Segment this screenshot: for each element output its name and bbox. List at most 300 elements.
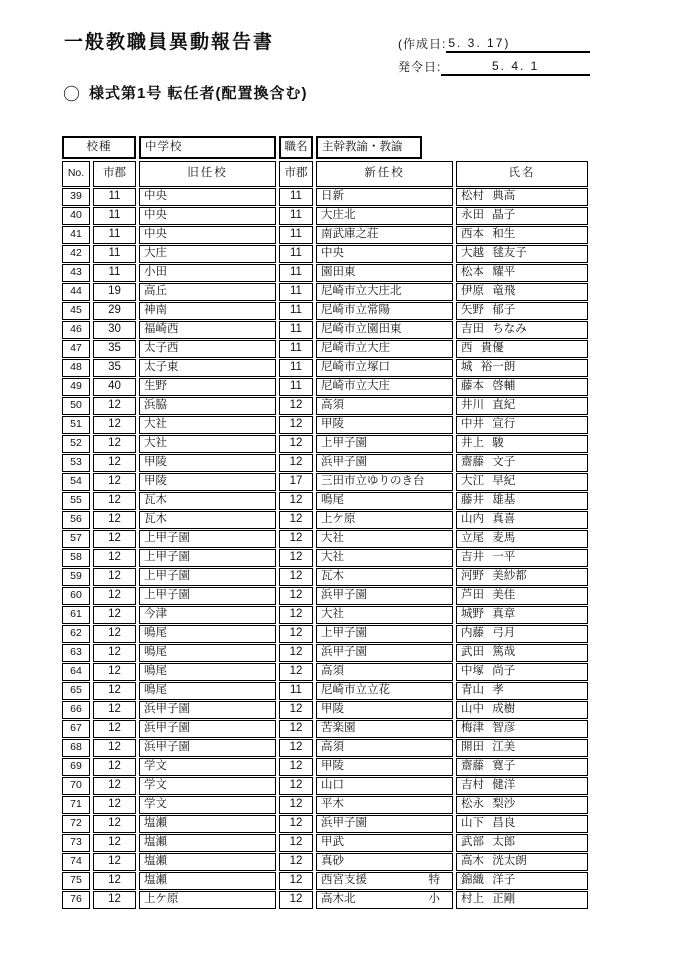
row-new-school: 高須 bbox=[321, 741, 344, 753]
table-body bbox=[62, 188, 592, 909]
row-name: 松本 耀平 bbox=[456, 264, 588, 282]
row-name: 吉田 ちなみ bbox=[456, 321, 588, 339]
row-city-old: 12 bbox=[93, 511, 136, 529]
row-school-suffix bbox=[440, 607, 452, 623]
form-subtitle bbox=[63, 80, 308, 105]
row-new-school-cell bbox=[316, 397, 453, 415]
row-city-new: 12 bbox=[279, 492, 313, 510]
row-city-new: 12 bbox=[279, 739, 313, 757]
row-city-old: 12 bbox=[93, 473, 136, 491]
row-new-school-cell bbox=[316, 815, 453, 833]
row-new-school: 尼崎市立大庄 bbox=[321, 380, 390, 392]
row-no: 74 bbox=[62, 853, 90, 871]
row-school-suffix bbox=[440, 797, 452, 813]
row-city-old: 35 bbox=[93, 359, 136, 377]
row-name: 井川 直紀 bbox=[456, 397, 588, 415]
row-school-suffix bbox=[440, 835, 452, 851]
row-school-suffix bbox=[440, 531, 452, 547]
table-row bbox=[62, 302, 592, 320]
row-city-new: 12 bbox=[279, 720, 313, 738]
row-new-school-cell bbox=[316, 321, 453, 339]
row-school-suffix bbox=[440, 683, 452, 699]
row-name: 青山 孝 bbox=[456, 682, 588, 700]
row-new-school-cell bbox=[316, 777, 453, 795]
issued-date-value: 5. 4. 1 bbox=[441, 59, 590, 76]
row-city-new: 12 bbox=[279, 625, 313, 643]
row-name: 藤井 雄基 bbox=[456, 492, 588, 510]
row-new-school-cell bbox=[316, 682, 453, 700]
row-no: 64 bbox=[62, 663, 90, 681]
row-no: 39 bbox=[62, 188, 90, 206]
row-new-school-cell bbox=[316, 872, 453, 890]
row-new-school-cell bbox=[316, 853, 453, 871]
row-name: 武田 篤哉 bbox=[456, 644, 588, 662]
row-city-old: 11 bbox=[93, 264, 136, 282]
row-new-school: 大社 bbox=[321, 532, 344, 544]
row-name: 武部 太郎 bbox=[456, 834, 588, 852]
table-row bbox=[62, 359, 592, 377]
row-new-school-cell bbox=[316, 739, 453, 757]
row-new-school: 中央 bbox=[321, 247, 344, 259]
row-old-school: 浜脇 bbox=[139, 397, 276, 415]
row-name: 伊原 竜飛 bbox=[456, 283, 588, 301]
row-city-old: 30 bbox=[93, 321, 136, 339]
row-old-school: 上甲子園 bbox=[139, 587, 276, 605]
row-city-new: 12 bbox=[279, 568, 313, 586]
row-old-school: 塩瀬 bbox=[139, 872, 276, 890]
row-city-new: 12 bbox=[279, 587, 313, 605]
table-row bbox=[62, 511, 592, 529]
row-no: 53 bbox=[62, 454, 90, 472]
row-name: 城 裕一朗 bbox=[456, 359, 588, 377]
row-no: 71 bbox=[62, 796, 90, 814]
row-name: 錦織 洋子 bbox=[456, 872, 588, 890]
row-city-old: 12 bbox=[93, 397, 136, 415]
row-new-school: 尼崎市立常陽 bbox=[321, 304, 390, 316]
school-type-value: 中学校 bbox=[139, 136, 276, 159]
document-title: 一般教職員異動報告書 bbox=[64, 32, 275, 53]
row-school-suffix bbox=[440, 322, 452, 338]
row-city-new: 12 bbox=[279, 777, 313, 795]
row-city-old: 12 bbox=[93, 815, 136, 833]
row-school-suffix bbox=[440, 303, 452, 319]
column-header-name: 氏名 bbox=[456, 161, 588, 187]
table-row bbox=[62, 739, 592, 757]
row-new-school: 上ケ原 bbox=[321, 513, 356, 525]
row-school-suffix bbox=[440, 740, 452, 756]
row-new-school-cell bbox=[316, 796, 453, 814]
row-new-school-cell bbox=[316, 606, 453, 624]
row-name: 西本 和生 bbox=[456, 226, 588, 244]
row-city-old: 12 bbox=[93, 853, 136, 871]
row-no: 48 bbox=[62, 359, 90, 377]
row-no: 51 bbox=[62, 416, 90, 434]
row-city-new: 12 bbox=[279, 606, 313, 624]
row-city-old: 29 bbox=[93, 302, 136, 320]
row-old-school: 甲陵 bbox=[139, 473, 276, 491]
row-no: 55 bbox=[62, 492, 90, 510]
row-old-school: 中央 bbox=[139, 207, 276, 225]
row-city-old: 12 bbox=[93, 568, 136, 586]
row-name: 芦田 美佳 bbox=[456, 587, 588, 605]
row-no: 63 bbox=[62, 644, 90, 662]
row-school-suffix bbox=[440, 721, 452, 737]
row-city-old: 12 bbox=[93, 682, 136, 700]
row-name: 松村 典高 bbox=[456, 188, 588, 206]
created-date-line bbox=[398, 30, 590, 53]
row-city-new: 12 bbox=[279, 796, 313, 814]
row-new-school-cell bbox=[316, 511, 453, 529]
row-old-school: 瓦木 bbox=[139, 492, 276, 510]
row-new-school: 鳴尾 bbox=[321, 494, 344, 506]
row-new-school: 大庄北 bbox=[321, 209, 356, 221]
row-old-school: 生野 bbox=[139, 378, 276, 396]
row-name: 井上 駿 bbox=[456, 435, 588, 453]
row-city-old: 12 bbox=[93, 758, 136, 776]
row-name: 西 貴優 bbox=[456, 340, 588, 358]
row-no: 65 bbox=[62, 682, 90, 700]
row-old-school: 神南 bbox=[139, 302, 276, 320]
row-name: 山中 成樹 bbox=[456, 701, 588, 719]
row-city-old: 12 bbox=[93, 492, 136, 510]
row-school-suffix bbox=[440, 227, 452, 243]
row-old-school: 上甲子園 bbox=[139, 549, 276, 567]
row-city-old: 12 bbox=[93, 777, 136, 795]
row-name: 松永 梨沙 bbox=[456, 796, 588, 814]
row-old-school: 上甲子園 bbox=[139, 568, 276, 586]
row-city-new: 17 bbox=[279, 473, 313, 491]
table-row bbox=[62, 663, 592, 681]
row-city-new: 11 bbox=[279, 264, 313, 282]
row-old-school: 浜甲子園 bbox=[139, 701, 276, 719]
row-new-school-cell bbox=[316, 473, 453, 491]
row-school-suffix bbox=[440, 816, 452, 832]
row-school-suffix bbox=[440, 417, 452, 433]
row-city-old: 19 bbox=[93, 283, 136, 301]
row-new-school-cell bbox=[316, 454, 453, 472]
row-name: 大越 毬友子 bbox=[456, 245, 588, 263]
table-row bbox=[62, 587, 592, 605]
date-block bbox=[398, 30, 590, 76]
row-city-new: 11 bbox=[279, 283, 313, 301]
table-row bbox=[62, 644, 592, 662]
row-city-old: 12 bbox=[93, 872, 136, 890]
row-name: 矢野 郁子 bbox=[456, 302, 588, 320]
row-city-old: 11 bbox=[93, 207, 136, 225]
row-name: 城野 真章 bbox=[456, 606, 588, 624]
table-row bbox=[62, 207, 592, 225]
row-no: 59 bbox=[62, 568, 90, 586]
row-new-school-cell bbox=[316, 416, 453, 434]
row-school-suffix bbox=[440, 379, 452, 395]
row-old-school: 塩瀬 bbox=[139, 815, 276, 833]
row-no: 76 bbox=[62, 891, 90, 909]
row-name: 齋藤 文子 bbox=[456, 454, 588, 472]
row-city-new: 12 bbox=[279, 701, 313, 719]
table-row bbox=[62, 606, 592, 624]
table-row bbox=[62, 473, 592, 491]
row-old-school: 学文 bbox=[139, 758, 276, 776]
row-new-school-cell bbox=[316, 530, 453, 548]
row-school-suffix bbox=[440, 854, 452, 870]
row-name: 内藤 弓月 bbox=[456, 625, 588, 643]
row-school-suffix bbox=[440, 512, 452, 528]
table-row bbox=[62, 625, 592, 643]
row-name: 村上 正剛 bbox=[456, 891, 588, 909]
row-new-school: 上甲子園 bbox=[321, 627, 367, 639]
row-no: 47 bbox=[62, 340, 90, 358]
row-city-new: 11 bbox=[279, 340, 313, 358]
table-row bbox=[62, 720, 592, 738]
row-city-old: 11 bbox=[93, 188, 136, 206]
row-name: 立尾 麦馬 bbox=[456, 530, 588, 548]
table-row bbox=[62, 815, 592, 833]
row-new-school-cell bbox=[316, 378, 453, 396]
row-no: 56 bbox=[62, 511, 90, 529]
row-name: 河野 美紗都 bbox=[456, 568, 588, 586]
row-old-school: 上ケ原 bbox=[139, 891, 276, 909]
row-city-old: 12 bbox=[93, 701, 136, 719]
row-old-school: 浜甲子園 bbox=[139, 720, 276, 738]
row-new-school-cell bbox=[316, 587, 453, 605]
row-new-school: 甲陵 bbox=[321, 760, 344, 772]
row-old-school: 太子東 bbox=[139, 359, 276, 377]
row-new-school: 浜甲子園 bbox=[321, 646, 367, 658]
table-meta-header bbox=[62, 136, 592, 159]
row-city-new: 12 bbox=[279, 454, 313, 472]
table-row bbox=[62, 454, 592, 472]
row-city-new: 11 bbox=[279, 302, 313, 320]
row-new-school-cell bbox=[316, 720, 453, 738]
circle-mark-icon: 〇 bbox=[63, 85, 81, 104]
row-old-school: 鳴尾 bbox=[139, 644, 276, 662]
row-no: 40 bbox=[62, 207, 90, 225]
row-city-new: 11 bbox=[279, 321, 313, 339]
row-new-school: 高木北 bbox=[321, 893, 356, 905]
row-city-old: 12 bbox=[93, 435, 136, 453]
row-city-old: 12 bbox=[93, 587, 136, 605]
row-school-suffix bbox=[440, 360, 452, 376]
row-city-new: 11 bbox=[279, 207, 313, 225]
row-new-school: 西宮支援 bbox=[321, 874, 367, 886]
row-no: 60 bbox=[62, 587, 90, 605]
row-old-school: 中央 bbox=[139, 226, 276, 244]
row-city-new: 12 bbox=[279, 758, 313, 776]
row-school-suffix bbox=[440, 645, 452, 661]
table-row bbox=[62, 777, 592, 795]
row-no: 41 bbox=[62, 226, 90, 244]
row-school-suffix bbox=[440, 626, 452, 642]
row-no: 49 bbox=[62, 378, 90, 396]
row-new-school-cell bbox=[316, 207, 453, 225]
row-new-school-cell bbox=[316, 701, 453, 719]
row-old-school: 塩瀬 bbox=[139, 853, 276, 871]
row-no: 70 bbox=[62, 777, 90, 795]
row-school-suffix bbox=[440, 664, 452, 680]
row-new-school: 甲陵 bbox=[321, 703, 344, 715]
row-old-school: 学文 bbox=[139, 796, 276, 814]
row-old-school: 学文 bbox=[139, 777, 276, 795]
row-school-suffix bbox=[440, 398, 452, 414]
row-new-school: 日新 bbox=[321, 190, 344, 202]
row-city-old: 12 bbox=[93, 739, 136, 757]
row-no: 50 bbox=[62, 397, 90, 415]
row-new-school-cell bbox=[316, 663, 453, 681]
row-no: 66 bbox=[62, 701, 90, 719]
row-name: 山下 昌良 bbox=[456, 815, 588, 833]
position-value: 主幹教諭・教諭 bbox=[316, 136, 422, 159]
table-row bbox=[62, 492, 592, 510]
row-no: 45 bbox=[62, 302, 90, 320]
row-city-new: 12 bbox=[279, 834, 313, 852]
row-name: 中塚 尚子 bbox=[456, 663, 588, 681]
row-new-school-cell bbox=[316, 625, 453, 643]
row-city-new: 12 bbox=[279, 891, 313, 909]
row-city-new: 12 bbox=[279, 397, 313, 415]
row-city-old: 12 bbox=[93, 530, 136, 548]
row-new-school: 三田市立ゆりのき台 bbox=[321, 475, 425, 487]
row-new-school-cell bbox=[316, 568, 453, 586]
row-new-school: 尼崎市立塚口 bbox=[321, 361, 390, 373]
row-no: 68 bbox=[62, 739, 90, 757]
row-name: 中井 宣行 bbox=[456, 416, 588, 434]
row-no: 73 bbox=[62, 834, 90, 852]
row-city-old: 11 bbox=[93, 245, 136, 263]
table-row bbox=[62, 397, 592, 415]
row-old-school: 高丘 bbox=[139, 283, 276, 301]
row-new-school-cell bbox=[316, 302, 453, 320]
transfer-table bbox=[62, 136, 592, 909]
row-old-school: 中央 bbox=[139, 188, 276, 206]
row-school-suffix: 特 bbox=[428, 874, 440, 886]
row-old-school: 鳴尾 bbox=[139, 682, 276, 700]
row-school-suffix bbox=[440, 474, 452, 490]
row-name: 永田 晶子 bbox=[456, 207, 588, 225]
row-school-suffix bbox=[440, 759, 452, 775]
row-school-suffix bbox=[440, 189, 452, 205]
row-old-school: 鳴尾 bbox=[139, 625, 276, 643]
row-old-school: 太子西 bbox=[139, 340, 276, 358]
table-row bbox=[62, 568, 592, 586]
row-city-old: 12 bbox=[93, 796, 136, 814]
row-city-new: 12 bbox=[279, 663, 313, 681]
created-date-label: (作成日: bbox=[398, 37, 447, 51]
row-old-school: 鳴尾 bbox=[139, 663, 276, 681]
table-row bbox=[62, 416, 592, 434]
row-new-school-cell bbox=[316, 245, 453, 263]
table-row bbox=[62, 796, 592, 814]
table-row bbox=[62, 530, 592, 548]
row-city-old: 12 bbox=[93, 625, 136, 643]
row-new-school-cell bbox=[316, 834, 453, 852]
row-name: 梅津 智彦 bbox=[456, 720, 588, 738]
row-old-school: 福崎西 bbox=[139, 321, 276, 339]
row-old-school: 塩瀬 bbox=[139, 834, 276, 852]
row-name: 山内 真喜 bbox=[456, 511, 588, 529]
row-new-school: 高須 bbox=[321, 665, 344, 677]
row-old-school: 今津 bbox=[139, 606, 276, 624]
row-new-school-cell bbox=[316, 549, 453, 567]
row-old-school: 上甲子園 bbox=[139, 530, 276, 548]
row-city-new: 11 bbox=[279, 245, 313, 263]
row-new-school: 尼崎市立立花 bbox=[321, 684, 390, 696]
row-school-suffix bbox=[440, 588, 452, 604]
row-school-suffix bbox=[440, 246, 452, 262]
table-row bbox=[62, 872, 592, 890]
table-row bbox=[62, 435, 592, 453]
row-school-suffix bbox=[440, 778, 452, 794]
row-new-school-cell bbox=[316, 264, 453, 282]
row-city-old: 12 bbox=[93, 416, 136, 434]
row-new-school: 浜甲子園 bbox=[321, 589, 367, 601]
table-row bbox=[62, 245, 592, 263]
row-city-old: 12 bbox=[93, 644, 136, 662]
row-city-new: 12 bbox=[279, 644, 313, 662]
row-city-new: 12 bbox=[279, 872, 313, 890]
row-school-suffix: 小 bbox=[428, 893, 440, 905]
row-city-old: 12 bbox=[93, 720, 136, 738]
row-school-suffix bbox=[440, 265, 452, 281]
row-city-new: 12 bbox=[279, 435, 313, 453]
row-name: 齋藤 寛子 bbox=[456, 758, 588, 776]
row-new-school: 南武庫之荘 bbox=[321, 228, 379, 240]
row-city-new: 12 bbox=[279, 511, 313, 529]
row-no: 67 bbox=[62, 720, 90, 738]
row-new-school: 大社 bbox=[321, 551, 344, 563]
row-school-suffix bbox=[440, 702, 452, 718]
row-city-old: 12 bbox=[93, 891, 136, 909]
row-no: 75 bbox=[62, 872, 90, 890]
table-row bbox=[62, 378, 592, 396]
row-name: 高木 洸太朗 bbox=[456, 853, 588, 871]
row-new-school: 甲陵 bbox=[321, 418, 344, 430]
row-new-school: 園田東 bbox=[321, 266, 356, 278]
row-city-new: 11 bbox=[279, 378, 313, 396]
row-new-school: 高須 bbox=[321, 399, 344, 411]
row-no: 54 bbox=[62, 473, 90, 491]
row-old-school: 大社 bbox=[139, 435, 276, 453]
table-column-header-row bbox=[62, 161, 592, 187]
form-subtitle-text: 様式第1号 転任者(配置換含む) bbox=[89, 85, 308, 102]
table-row bbox=[62, 834, 592, 852]
column-header-new-school: 新任校 bbox=[316, 161, 453, 187]
row-name: 吉井 一平 bbox=[456, 549, 588, 567]
row-school-suffix bbox=[440, 550, 452, 566]
row-new-school-cell bbox=[316, 891, 453, 909]
row-name: 開田 江美 bbox=[456, 739, 588, 757]
issued-date-label: 発令日: bbox=[398, 60, 442, 74]
row-school-suffix bbox=[440, 569, 452, 585]
row-no: 52 bbox=[62, 435, 90, 453]
row-old-school: 甲陵 bbox=[139, 454, 276, 472]
row-old-school: 瓦木 bbox=[139, 511, 276, 529]
table-row bbox=[62, 701, 592, 719]
row-school-suffix bbox=[440, 208, 452, 224]
row-school-suffix bbox=[440, 493, 452, 509]
row-new-school-cell bbox=[316, 492, 453, 510]
row-city-old: 35 bbox=[93, 340, 136, 358]
row-new-school: 浜甲子園 bbox=[321, 817, 367, 829]
row-city-new: 12 bbox=[279, 815, 313, 833]
row-city-old: 40 bbox=[93, 378, 136, 396]
table-row bbox=[62, 264, 592, 282]
row-city-new: 12 bbox=[279, 853, 313, 871]
row-no: 61 bbox=[62, 606, 90, 624]
row-name: 吉村 健洋 bbox=[456, 777, 588, 795]
row-no: 72 bbox=[62, 815, 90, 833]
row-school-suffix bbox=[440, 436, 452, 452]
table-row bbox=[62, 682, 592, 700]
